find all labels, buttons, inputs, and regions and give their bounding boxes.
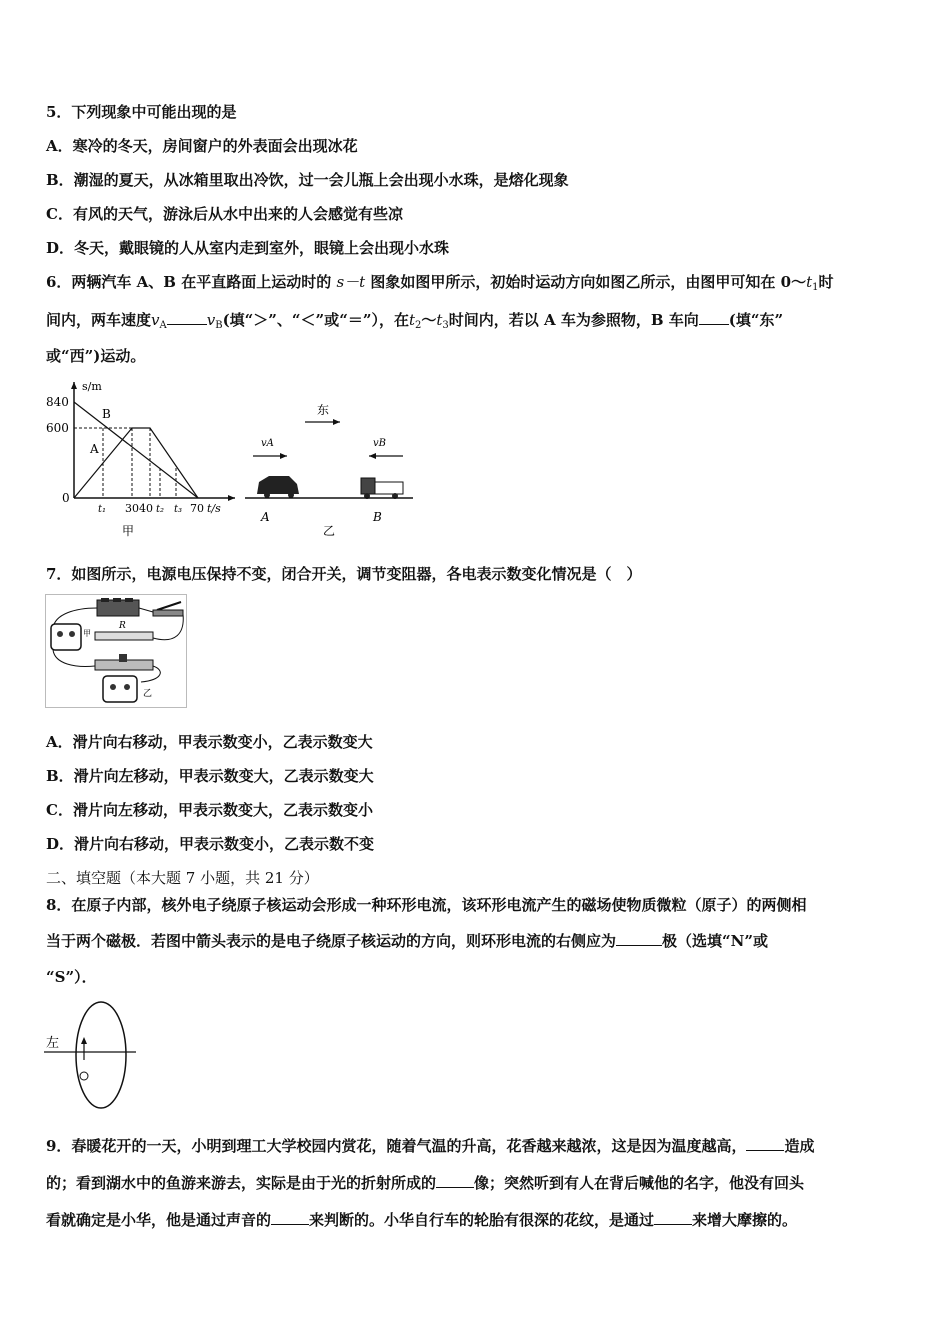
east-arrowhead xyxy=(333,419,340,425)
meter-terminal xyxy=(69,631,75,637)
q7-option-d: D．滑片向右移动，甲表示数变小，乙表示数不变 xyxy=(46,835,375,853)
y-axis-arrow xyxy=(71,382,77,389)
q6-line-3: 或“西”)运动。 xyxy=(46,347,146,365)
q6-st-graph xyxy=(40,378,240,538)
q8-current-loop-figure xyxy=(44,1000,144,1112)
car-a-label: A xyxy=(261,510,270,524)
q7-stem: 7．如图所示，电源电压保持不变，闭合开关，调节变阻器，各电表示数变化情况是（ ） xyxy=(46,565,642,583)
q6-line-2 xyxy=(46,310,783,336)
va-arrowhead xyxy=(280,453,287,459)
label-b: B xyxy=(102,407,111,421)
q6-t2: t xyxy=(408,311,415,329)
q6-text: 时 xyxy=(818,273,834,291)
q9-text: 造成 xyxy=(784,1137,815,1155)
q9-blank-1[interactable] xyxy=(746,1136,784,1151)
x-tick-3040: 3040 xyxy=(125,502,153,515)
q9-blank-2[interactable] xyxy=(436,1173,474,1188)
vb-label: vB xyxy=(373,438,386,449)
meter-yi-icon xyxy=(103,676,137,702)
battery-icon xyxy=(97,600,139,616)
x-axis-label: t/s xyxy=(207,502,221,515)
q8-text: 当于两个磁极．若图中箭头表示的是电子绕原子核运动的方向，则环形电流的右侧应为 xyxy=(46,932,617,950)
label-a: A xyxy=(90,442,99,456)
truck-b-cab xyxy=(361,478,375,494)
resistor-icon xyxy=(95,632,153,640)
q7-option-c: C．滑片向左移动，甲表示数变大，乙表示数变小 xyxy=(46,801,373,819)
q5-option-c: C．有风的天气，游泳后从水中出来的人会感觉有些凉 xyxy=(46,205,403,223)
q9-blank-4[interactable] xyxy=(654,1210,692,1225)
meter-terminal xyxy=(110,684,116,690)
left-label: 左 xyxy=(46,1036,60,1051)
meter-terminal xyxy=(57,631,63,637)
arrowhead-icon xyxy=(81,1037,87,1044)
q9-text: 的；看到湖水中的鱼游来游去，实际是由于光的折射所成的 xyxy=(46,1174,437,1192)
q6-line-1 xyxy=(46,272,834,298)
x-tick-t3: t₃ xyxy=(174,504,183,515)
battery-cell xyxy=(113,598,121,602)
va-label: vA xyxy=(261,438,274,449)
q6-blank-2[interactable] xyxy=(699,310,729,325)
line-a xyxy=(74,428,198,498)
q6-text: 6．两辆汽车 A、B 在平直路面上运动时的 xyxy=(46,273,332,291)
rheostat-slider[interactable] xyxy=(119,654,127,662)
q8-text: 极（选填“N”或 xyxy=(662,932,768,950)
q7-option-b: B．滑片向左移动，甲表示数变大，乙表示数变大 xyxy=(46,767,374,785)
nucleus-icon xyxy=(80,1072,88,1080)
east-label: 东 xyxy=(317,403,330,417)
q9-text: 9．春暖花开的一天，小明到理工大学校园内赏花，随着气温的升高，花香越来越浓，这是因为温度越高， xyxy=(46,1137,747,1155)
battery-cell xyxy=(125,598,133,602)
q9-text: 像；突然听到有人在背后喊他的名字，他没有回头 xyxy=(474,1174,805,1192)
q6-va-sub: A xyxy=(159,320,167,331)
q9-text: 看就确定是小华，他是通过声音的 xyxy=(46,1211,272,1229)
q5-option-d: D．冬天，戴眼镜的人从室内走到室外，眼镜上会出现小水珠 xyxy=(46,239,450,257)
y-tick-600: 600 xyxy=(46,421,69,435)
battery-cell xyxy=(101,598,109,602)
q5-option-a: A．寒冷的冬天，房间窗户的外表面会出现冰花 xyxy=(46,137,358,155)
y-tick-840: 840 xyxy=(46,395,69,409)
meter-terminal xyxy=(124,684,130,690)
q6-text: 间内，两车速度 xyxy=(46,311,152,329)
switch-base xyxy=(153,610,183,616)
car-b-label: B xyxy=(373,510,382,524)
switch-icon xyxy=(157,602,181,610)
wire xyxy=(53,650,95,666)
y-axis-label: s/m xyxy=(82,380,102,393)
vb-arrowhead xyxy=(369,453,376,459)
q7-circuit-figure xyxy=(45,594,187,708)
q5-stem: 5．下列现象中可能出现的是 xyxy=(46,103,237,121)
x-tick-70: 70 xyxy=(190,502,204,515)
q6-t1: t xyxy=(806,273,813,291)
graph-caption: 甲 xyxy=(122,524,135,538)
wire xyxy=(139,608,153,612)
y-tick-0: 0 xyxy=(62,491,70,505)
q6-text: 图象如图甲所示，初始时运动方向如图乙所示，由图甲可知在 0～ xyxy=(370,273,807,291)
q9-line-3 xyxy=(46,1210,797,1230)
x-tick-t1: t₁ xyxy=(98,504,107,515)
q6-t3: t xyxy=(436,311,443,329)
truck-b-icon xyxy=(375,482,403,494)
x-tick-t2: t₂ xyxy=(156,504,165,515)
q6-va: v xyxy=(151,311,160,329)
q8-line-1: 8．在原子内部，核外电子绕原子核运动会形成一种环形电流，该环形电流产生的磁场使物质微粒（原子）的两侧相 xyxy=(46,896,807,914)
meter-yi-label: 乙 xyxy=(143,689,153,699)
q6-t2-sub: 2 xyxy=(414,320,422,331)
q8-line-3: “S”）． xyxy=(46,968,97,986)
q6-t1-sub: 1 xyxy=(812,282,819,293)
scene-caption: 乙 xyxy=(323,524,336,538)
meter-jia-icon xyxy=(51,624,81,650)
q6-tilde: ～ xyxy=(421,311,437,329)
q8-line-2 xyxy=(46,931,768,951)
q6-st: s－t xyxy=(336,273,366,291)
q6-vb: v xyxy=(206,311,216,329)
car-a-wheel xyxy=(288,492,294,498)
q6-text: (填“东” xyxy=(728,311,784,329)
q9-blank-3[interactable] xyxy=(271,1210,309,1225)
wire xyxy=(153,614,183,640)
q7-option-a: A．滑片向右移动，甲表示数变小，乙表示数变大 xyxy=(46,733,373,751)
q5-option-b: B．潮湿的夏天，从冰箱里取出冷饮，过一会儿瓶上会出现小水珠，是熔化现象 xyxy=(46,171,569,189)
q6-blank-1[interactable] xyxy=(167,310,207,325)
q6-text: 时间内，若以 A 车为参照物，B 车向 xyxy=(448,311,699,329)
q6-t3-sub: 3 xyxy=(442,320,449,331)
q6-scene xyxy=(245,378,415,538)
section-heading: 二、填空题（本大题 7 小题，共 21 分） xyxy=(46,869,319,887)
q9-line-1 xyxy=(46,1136,814,1156)
x-axis-arrow xyxy=(228,495,235,501)
meter-jia-label: 甲 xyxy=(83,629,91,638)
q6-text: (填“＞”、“＜”或“＝”），在 xyxy=(222,311,409,329)
q9-text: 来判断的。小华自行车的轮胎有很深的花纹，是通过 xyxy=(309,1211,655,1229)
q8-blank[interactable] xyxy=(616,931,662,946)
resistor-label: R xyxy=(119,621,126,631)
q9-line-2 xyxy=(46,1173,804,1193)
car-a-wheel xyxy=(264,492,270,498)
q6-vb-sub: B xyxy=(215,320,223,331)
q9-text: 来增大摩擦的。 xyxy=(692,1211,798,1229)
car-a-icon xyxy=(257,476,299,494)
